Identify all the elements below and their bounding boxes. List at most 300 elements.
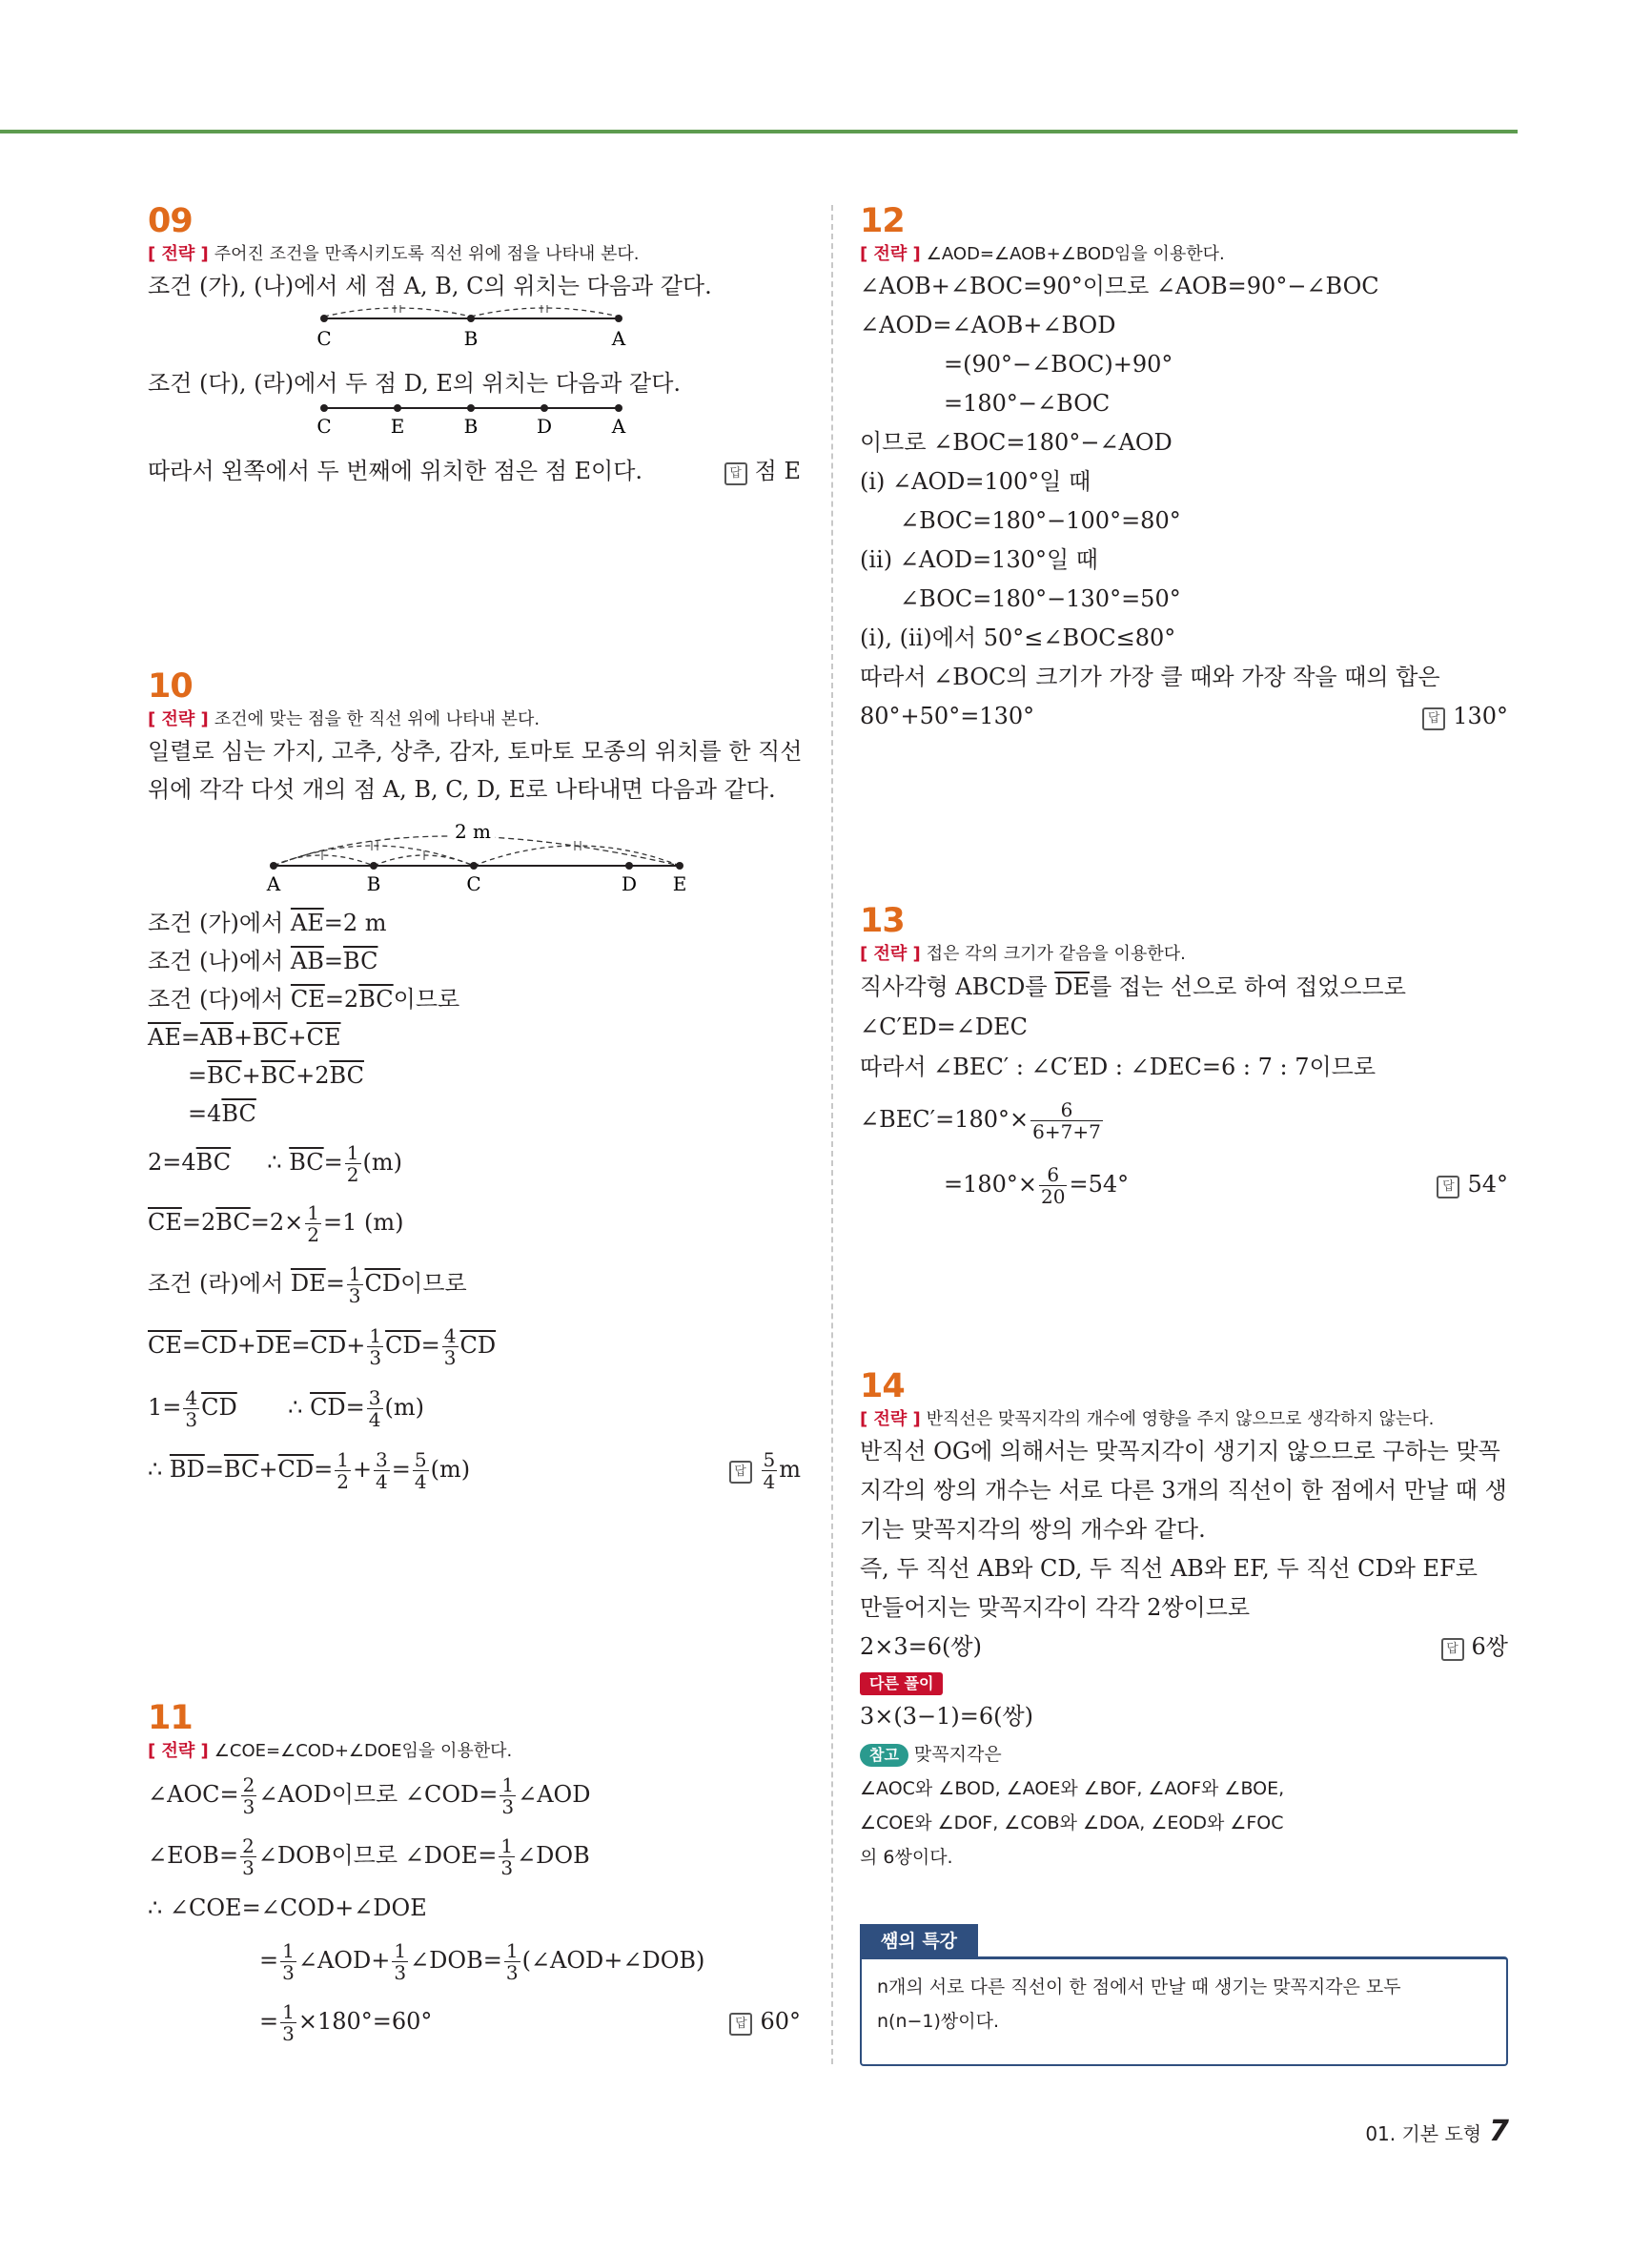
t: + [346,1332,366,1359]
text-line: 반직선 OG에 의해서는 맞꼭지각이 생기지 않으므로 구하는 맞꼭 [860,1438,1500,1464]
segment: $\overline{CD}$ [201,1394,237,1421]
text-line: ∠C′ED=∠DEC [860,1014,1029,1040]
text-line: 2×3=6(쌍) [860,1633,982,1660]
fraction [1030,1099,1103,1142]
fraction [183,1387,199,1430]
point [676,862,683,870]
t: + [258,1456,278,1483]
segment: $\overline{BC}$ [289,1149,324,1176]
strategy-tag: [ 전략 ] [148,1741,209,1761]
point-label: D [536,415,553,438]
num: 1 [307,1201,319,1224]
t: + [241,1062,261,1089]
point [467,315,475,322]
t: 4 [181,1149,196,1176]
text-line: (ⅱ) ∠AOD=130°일 때 [860,546,1098,573]
segment: $\overline{CE}$ [306,1024,341,1051]
segment: $\overline{CD}$ [459,1332,497,1359]
answer-icon: 답 [1422,707,1445,730]
fraction [374,1449,390,1492]
den: 3 [185,1408,198,1431]
answer [1441,1628,1508,1667]
tip-title: 쌤의 특강 [860,1924,978,1958]
unit: m [779,1456,801,1483]
num: 1 [337,1448,349,1471]
arc-ab [274,855,374,866]
t: (m) [430,1456,471,1483]
num: 6 [1039,1164,1067,1186]
text-line: 80°+50°=130° [860,703,1035,729]
t: = [162,1149,182,1176]
problem-number: 10 [148,667,193,706]
other-solution-badge: 다른 풀이 [860,1672,943,1695]
t: ∴ [288,1394,303,1421]
num: 4 [185,1386,198,1409]
den: 2 [307,1223,319,1246]
num: 3 [376,1448,388,1471]
fraction [500,1774,516,1817]
point-label: E [390,415,405,438]
reference-line: ∠AOC와 ∠BOD, ∠AOE와 ∠BOF, ∠AOF와 ∠BOE, [860,1778,1285,1799]
eq-line [148,1192,801,1253]
fraction [1039,1164,1067,1207]
strategy-text: 조건에 맞는 점을 한 직선 위에 나타내 본다. [214,709,540,729]
num: 2 [242,1834,255,1857]
t: ∠BEC′=180°× [860,1106,1030,1133]
number-line-figure-2 [148,402,801,440]
top-rule [0,130,1518,133]
text-line: 따라서 ∠BEC′ : ∠C′ED : ∠DEC=6 : 7 : 7이므로 [860,1054,1377,1080]
cond-a [148,904,801,942]
fraction [305,1202,321,1245]
eq-line [148,1930,801,1991]
t: = [391,1456,411,1483]
t: (m) [362,1149,402,1176]
answer [729,1438,802,1501]
answer [1422,697,1508,736]
strategy-text: 주어진 조건을 만족시키도록 직선 위에 점을 나타내 본다. [214,244,640,264]
num: 1 [282,1939,295,1962]
segment: $\overline{CE}$ [148,1332,182,1359]
segment: $\overline{BC}$ [223,1456,259,1483]
num: 1 [282,2000,295,2023]
segment: $\overline{CD}$ [364,1270,401,1297]
segment: $\overline{DE}$ [290,1270,326,1297]
eq-line [148,1253,801,1314]
answer-value: 점 E [754,458,801,484]
eq-line [148,1095,801,1133]
segment: $\overline{BD}$ [169,1456,205,1483]
text-line: 위에 각각 다섯 개의 점 A, B, C, D, E로 나타내면 다음과 같다. [148,776,776,803]
page-number: 7 [1489,2115,1509,2148]
strategy-tag: [ 전략 ] [860,944,921,964]
reference-line: ∠COE와 ∠DOF, ∠COB와 ∠DOA, ∠EOD와 ∠FOC [860,1813,1284,1833]
t: ∠AOD+ [297,1947,391,1974]
answer [724,452,801,490]
den: 4 [414,1470,427,1493]
segment: $\overline{BC}$ [329,1062,364,1089]
point-label: D [621,872,638,895]
point [270,862,277,870]
point [540,404,548,412]
tip-text [877,1970,1401,2038]
num: 1 [394,1939,407,1962]
eq-line [148,1314,801,1377]
point-label: E [672,872,687,895]
den: 4 [376,1470,388,1493]
tip-line: n(n−1)쌍이다. [877,2011,1000,2032]
answer-value: 130° [1453,703,1508,729]
t: ×180°=60° [297,2008,433,2035]
t: =1 (m) [322,1209,404,1236]
strategy [860,242,1508,267]
num: 5 [414,1448,427,1471]
text-line: 따라서 왼쪽에서 두 번째에 위치한 점은 점 E이다. [148,458,643,484]
segment: $\overline{CD}$ [385,1332,421,1359]
arc-ce [474,846,680,866]
fraction [347,1263,363,1306]
fraction [442,1325,459,1368]
problem-number: 12 [860,202,905,240]
seedling-number-line [148,809,801,900]
t: 맞꼭지각은 [913,1744,1002,1765]
strategy-tag: [ 전략 ] [148,709,209,729]
point-label: B [463,327,479,350]
point [625,862,633,870]
t: ∠DOB [517,1842,590,1869]
point-label: C [316,327,332,350]
fraction [367,1387,383,1430]
arc-label: 2 m [454,820,492,843]
strategy-text: ∠AOD=∠AOB+∠BOD임을 이용한다. [926,244,1225,264]
strategy-text: 접은 각의 크기가 같음을 이용한다. [926,944,1186,964]
t: ∠DOB이므로 ∠DOE= [257,1842,498,1869]
segment: $\overline{AB}$ [290,948,324,974]
den: 3 [282,1961,295,1984]
problem-11 [148,1699,801,2052]
segment: $\overline{BC}$ [343,948,378,974]
answer-value: 6쌍 [1471,1633,1508,1660]
text-line: ∠BOC=180°−100°=80° [900,507,1181,534]
den: 20 [1041,1185,1066,1208]
segment: $\overline{CE}$ [148,1209,182,1236]
segment: $\overline{AE}$ [148,1024,181,1051]
den: 3 [242,1795,255,1818]
cond-c [148,980,801,1018]
fraction [762,1449,778,1492]
den: 6+7+7 [1032,1120,1101,1143]
t: = [259,1947,279,1974]
t: + [287,1024,307,1051]
answer [729,1991,801,2052]
strategy [860,1407,1508,1432]
t: ∠AOD이므로 ∠COD= [258,1781,499,1808]
tip-box [860,1924,1506,2065]
arc-cb [324,308,471,317]
final-row [860,697,1508,736]
t: + [352,1456,373,1483]
t: 조건 (나)에서 [148,948,284,974]
t: =2 m [323,910,387,936]
point-label: A [611,415,626,438]
reference-line: 의 6쌍이다. [860,1847,953,1868]
point [320,315,328,322]
t: = [204,1456,224,1483]
num: 1 [346,1141,359,1164]
point [615,404,622,412]
fraction [367,1325,383,1368]
chapter-title: 01. 기본 도형 [1365,2122,1482,2145]
text-line: 지각의 쌍의 개수는 서로 다른 3개의 직선이 한 점에서 만날 때 생 [860,1477,1507,1504]
t: = [188,1062,208,1089]
den: 3 [282,2022,295,2045]
fraction [240,1835,256,1878]
num: 1 [369,1324,382,1347]
text-line: 일렬로 심는 가지, 고추, 상추, 감자, 토마토 모종의 위치를 한 직선 [148,738,803,765]
t: 2 [315,1062,330,1089]
t: = [291,1332,311,1359]
t: (∠AOD+∠DOB) [521,1947,705,1974]
t: + [233,1024,254,1051]
point [320,404,328,412]
conclusion-row [148,452,801,490]
fraction [413,1449,429,1492]
strategy [148,242,801,267]
fraction [280,1940,296,1983]
t: =2× [250,1209,304,1236]
point [467,404,475,412]
final-row [860,1152,1508,1217]
segment: $\overline{BC}$ [221,1100,256,1127]
point-label: A [266,872,281,895]
t: + [236,1332,256,1359]
fraction [241,1774,257,1817]
den: 4 [368,1408,381,1431]
fraction [504,1940,520,1983]
t: (m) [384,1394,424,1421]
segment: $\overline{BC}$ [215,1209,251,1236]
text-line: ∠AOB+∠BOC=90°이므로 ∠AOB=90°−∠BOC [860,273,1379,299]
t: 2 [201,1209,216,1236]
text-line: 만들어지는 맞꼭지각이 각각 2쌍이므로 [860,1594,1251,1621]
text-line: 이므로 ∠BOC=180°−∠AOD [860,429,1173,456]
eq-line [148,1377,801,1438]
eq-line [148,1764,801,1825]
t: ∴ [148,1456,163,1483]
cond-b [148,942,801,980]
final-row [148,1438,801,1501]
eq-line [148,1056,801,1095]
num: 3 [368,1386,381,1409]
answer [1437,1152,1508,1217]
t: 직사각형 ABCD를 [860,973,1048,1000]
t: 2 [148,1149,163,1176]
den: 3 [501,1795,515,1818]
strategy [148,707,801,732]
answer-icon: 답 [724,462,747,485]
t: =54° [1069,1171,1130,1198]
point-label: C [316,415,332,438]
text-line: (ⅰ), (ⅱ)에서 50°≤∠BOC≤80° [860,625,1176,651]
t: = [323,948,343,974]
den: 4 [763,1470,776,1493]
segment: $\overline{DE}$ [255,1332,292,1359]
t: 4 [207,1100,222,1127]
num: 5 [763,1448,776,1471]
t: = [259,2008,279,2035]
eq-line [148,1825,801,1886]
eq-line: ∴ ∠COE=∠COD+∠DOE [148,1895,427,1921]
problem-number: 13 [860,902,905,940]
point-label: A [611,327,626,350]
num: 1 [500,1834,514,1857]
problem-number: 09 [148,202,193,240]
point [470,862,478,870]
answer-value: 60° [760,2008,801,2035]
t: ∠AOC= [148,1781,239,1808]
t: = [325,1270,345,1297]
num: 6 [1030,1099,1103,1121]
text-line: ∠AOD=∠AOB+∠BOD [860,312,1116,338]
answer-icon: 답 [729,2013,752,2036]
strategy [148,1739,801,1764]
answer-icon: 답 [1437,1176,1459,1198]
problem-09 [148,202,801,490]
den: 3 [369,1346,382,1369]
segment: $\overline{BC}$ [195,1149,232,1176]
fraction [392,1940,408,1983]
strategy-text: 반직선은 맞꼭지각의 개수에 영향을 주지 않으므로 생각하지 않는다. [926,1409,1435,1429]
t: ∴ [267,1149,282,1176]
problem-14 [860,1367,1508,1874]
segment: $\overline{CD}$ [201,1332,237,1359]
point [370,862,377,870]
problem-number: 14 [860,1367,905,1405]
den: 2 [337,1470,349,1493]
t: ∠AOD [518,1781,591,1808]
num: 1 [348,1262,361,1285]
eq-line [148,1133,801,1192]
t: = [181,1332,201,1359]
t: ∠DOB= [410,1947,502,1974]
strategy [860,942,1508,967]
fraction [345,1142,361,1185]
t: = [420,1332,440,1359]
t: 를 접는 선으로 하여 접었으므로 [1089,973,1406,1000]
t: = [180,1024,200,1051]
answer-icon: 답 [1441,1638,1464,1661]
point-label: B [463,415,479,438]
den: 3 [443,1346,457,1369]
fraction [280,2001,296,2044]
segment: $\overline{CD}$ [277,1456,315,1483]
fraction [335,1449,351,1492]
strategy-tag: [ 전략 ] [860,1409,921,1429]
segment: $\overline{BC}$ [253,1024,288,1051]
strategy-tag: [ 전략 ] [148,244,209,264]
problem-10 [148,667,801,1501]
strategy-text: ∠COE=∠COD+∠DOE임을 이용한다. [214,1741,513,1761]
answer-icon: 답 [729,1461,752,1484]
den: 3 [394,1961,407,1984]
point-label: C [466,872,481,895]
number-line-figure-1 [148,305,801,360]
page-footer [1365,2115,1509,2148]
column-divider [831,205,833,2064]
t: 이므로 [400,1270,467,1297]
t: = [181,1209,201,1236]
tip-line: n개의 서로 다른 직선이 한 점에서 만날 때 생기는 맞꼭지각은 모두 [877,1976,1401,1997]
den: 3 [348,1284,361,1307]
t: =180°× [944,1171,1038,1198]
eq-line [148,1991,801,2052]
t: = [345,1394,365,1421]
text-line: =180°−∠BOC [944,390,1111,417]
fraction [499,1835,515,1878]
problem-13 [860,902,1508,1217]
segment: $\overline{BC}$ [260,1062,296,1089]
reference-badge: 참고 [860,1744,908,1767]
t: =2 [324,986,359,1013]
text-line: 즉, 두 직선 AB와 CD, 두 직선 AB와 EF, 두 직선 CD와 EF로 [860,1555,1478,1582]
t: 이므로 [393,986,460,1013]
t: 1= [148,1394,182,1421]
segment: $\overline{CD}$ [310,1394,346,1421]
t: = [188,1100,208,1127]
text-line: 따라서 ∠BOC의 크기가 가장 클 때와 가장 작을 때의 합은 [860,664,1440,690]
point-label: B [366,872,381,895]
t: 조건 (가)에서 [148,910,284,936]
den: 3 [505,1961,519,1984]
den: 3 [242,1856,255,1879]
eq-line [148,1018,801,1056]
eq-line [860,1087,1508,1152]
problem-12 [860,202,1508,736]
problem-number: 11 [148,1699,193,1737]
t: = [314,1456,334,1483]
text-line: 기는 맞꼭지각의 쌍의 개수와 같다. [860,1516,1206,1543]
t: = [323,1149,343,1176]
num: 4 [443,1324,457,1347]
text-line: (ⅰ) ∠AOD=100°일 때 [860,468,1091,495]
eq-line [860,1152,1508,1217]
t: 조건 (라)에서 [148,1270,284,1297]
strategy-tag: [ 전략 ] [860,244,921,264]
text-line: =(90°−∠BOC)+90° [944,351,1173,378]
segment: $\overline{CE}$ [290,986,325,1013]
t: 조건 (다)에서 [148,986,284,1013]
point [394,404,401,412]
other-solution: 3×(3−1)=6(쌍) [860,1703,1034,1730]
num: 1 [505,1939,519,1962]
text-line: 조건 (다), (라)에서 두 점 D, E의 위치는 다음과 같다. [148,370,682,397]
segment: $\overline{AE}$ [290,910,324,936]
segment: $\overline{CD}$ [310,1332,347,1359]
segment: $\overline{BC}$ [207,1062,242,1089]
arc-ba [471,308,619,317]
num: 1 [501,1773,515,1796]
den: 2 [346,1163,359,1186]
t: ∠EOB= [148,1842,239,1869]
t: + [296,1062,316,1089]
text-line: ∠BOC=180°−130°=50° [900,585,1181,612]
segment: $\overline{AB}$ [199,1024,234,1051]
reference-title [860,1737,1508,1772]
num: 2 [242,1773,255,1796]
segment: $\overline{DE}$ [1054,973,1090,1000]
point [615,315,622,322]
segment: $\overline{BC}$ [358,986,394,1013]
